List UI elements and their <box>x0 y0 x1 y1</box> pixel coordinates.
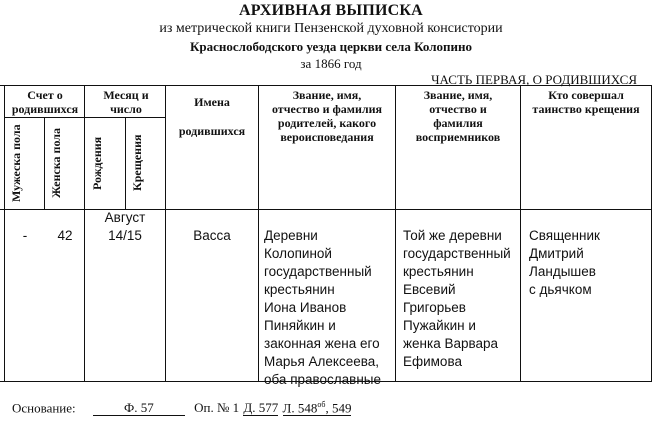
header-count-female: Женска пола <box>49 127 63 199</box>
header-baptism: Крещения <box>130 134 144 192</box>
church-name: Краснослободского уезда церкви села Колопино <box>190 39 472 54</box>
cell-name: Васса <box>193 228 231 243</box>
cell-priest: Священник Дмитрий Ландышев с дьячком <box>529 228 600 297</box>
header-godparents: Звание, имя, отчество и фамилия восприемников <box>415 88 501 144</box>
document-title: АРХИВНАЯ ВЫПИСКА <box>239 2 423 19</box>
header-count-male: Мужеска пола <box>9 124 23 202</box>
header-parents: Звание, имя, отчество и фамилия родителей, какого вероисповедания <box>271 88 383 144</box>
basis-opis: Оп. № 1 <box>194 400 240 416</box>
document-subtitle: из метрической книги Пензенской духовной консистории <box>159 21 503 36</box>
basis-delo: Д. 577 <box>243 400 279 416</box>
basis-fond: Ф. 57 <box>93 401 185 416</box>
cell-date: 14/15 <box>108 228 142 243</box>
archive-basis <box>12 398 351 416</box>
header-birth: Рождения <box>90 136 104 190</box>
cell-parents: Деревни Колопиной государственный крестьянин Иона Иванов Пиняйкин и законная жена его Марья Алексеева, оба православные <box>264 228 382 387</box>
section-title: ЧАСТЬ ПЕРВАЯ, О РОДИВШИХСЯ <box>431 72 637 87</box>
cell-female: 42 <box>57 228 73 243</box>
header-month: Месяц и число <box>103 88 149 116</box>
cell-male: - <box>22 228 28 243</box>
cell-month: Август <box>104 210 146 225</box>
cell-godparents: Той же деревни государственный крестьянин Евсевий Григорьев Пужайкин и женка Варвара Ефимова <box>403 228 511 369</box>
basis-list: Л. $548^{об}$, 549 <box>282 400 352 416</box>
basis-label: Основание: <box>12 400 76 416</box>
header-names: Имена родившихся <box>178 95 246 138</box>
basis-list-sup: об <box>317 400 326 409</box>
header-count: Счет о родившихся <box>11 88 79 116</box>
header-priest: Кто совершал таинство крещения <box>532 88 640 116</box>
document-year: за 1866 год <box>300 56 362 71</box>
